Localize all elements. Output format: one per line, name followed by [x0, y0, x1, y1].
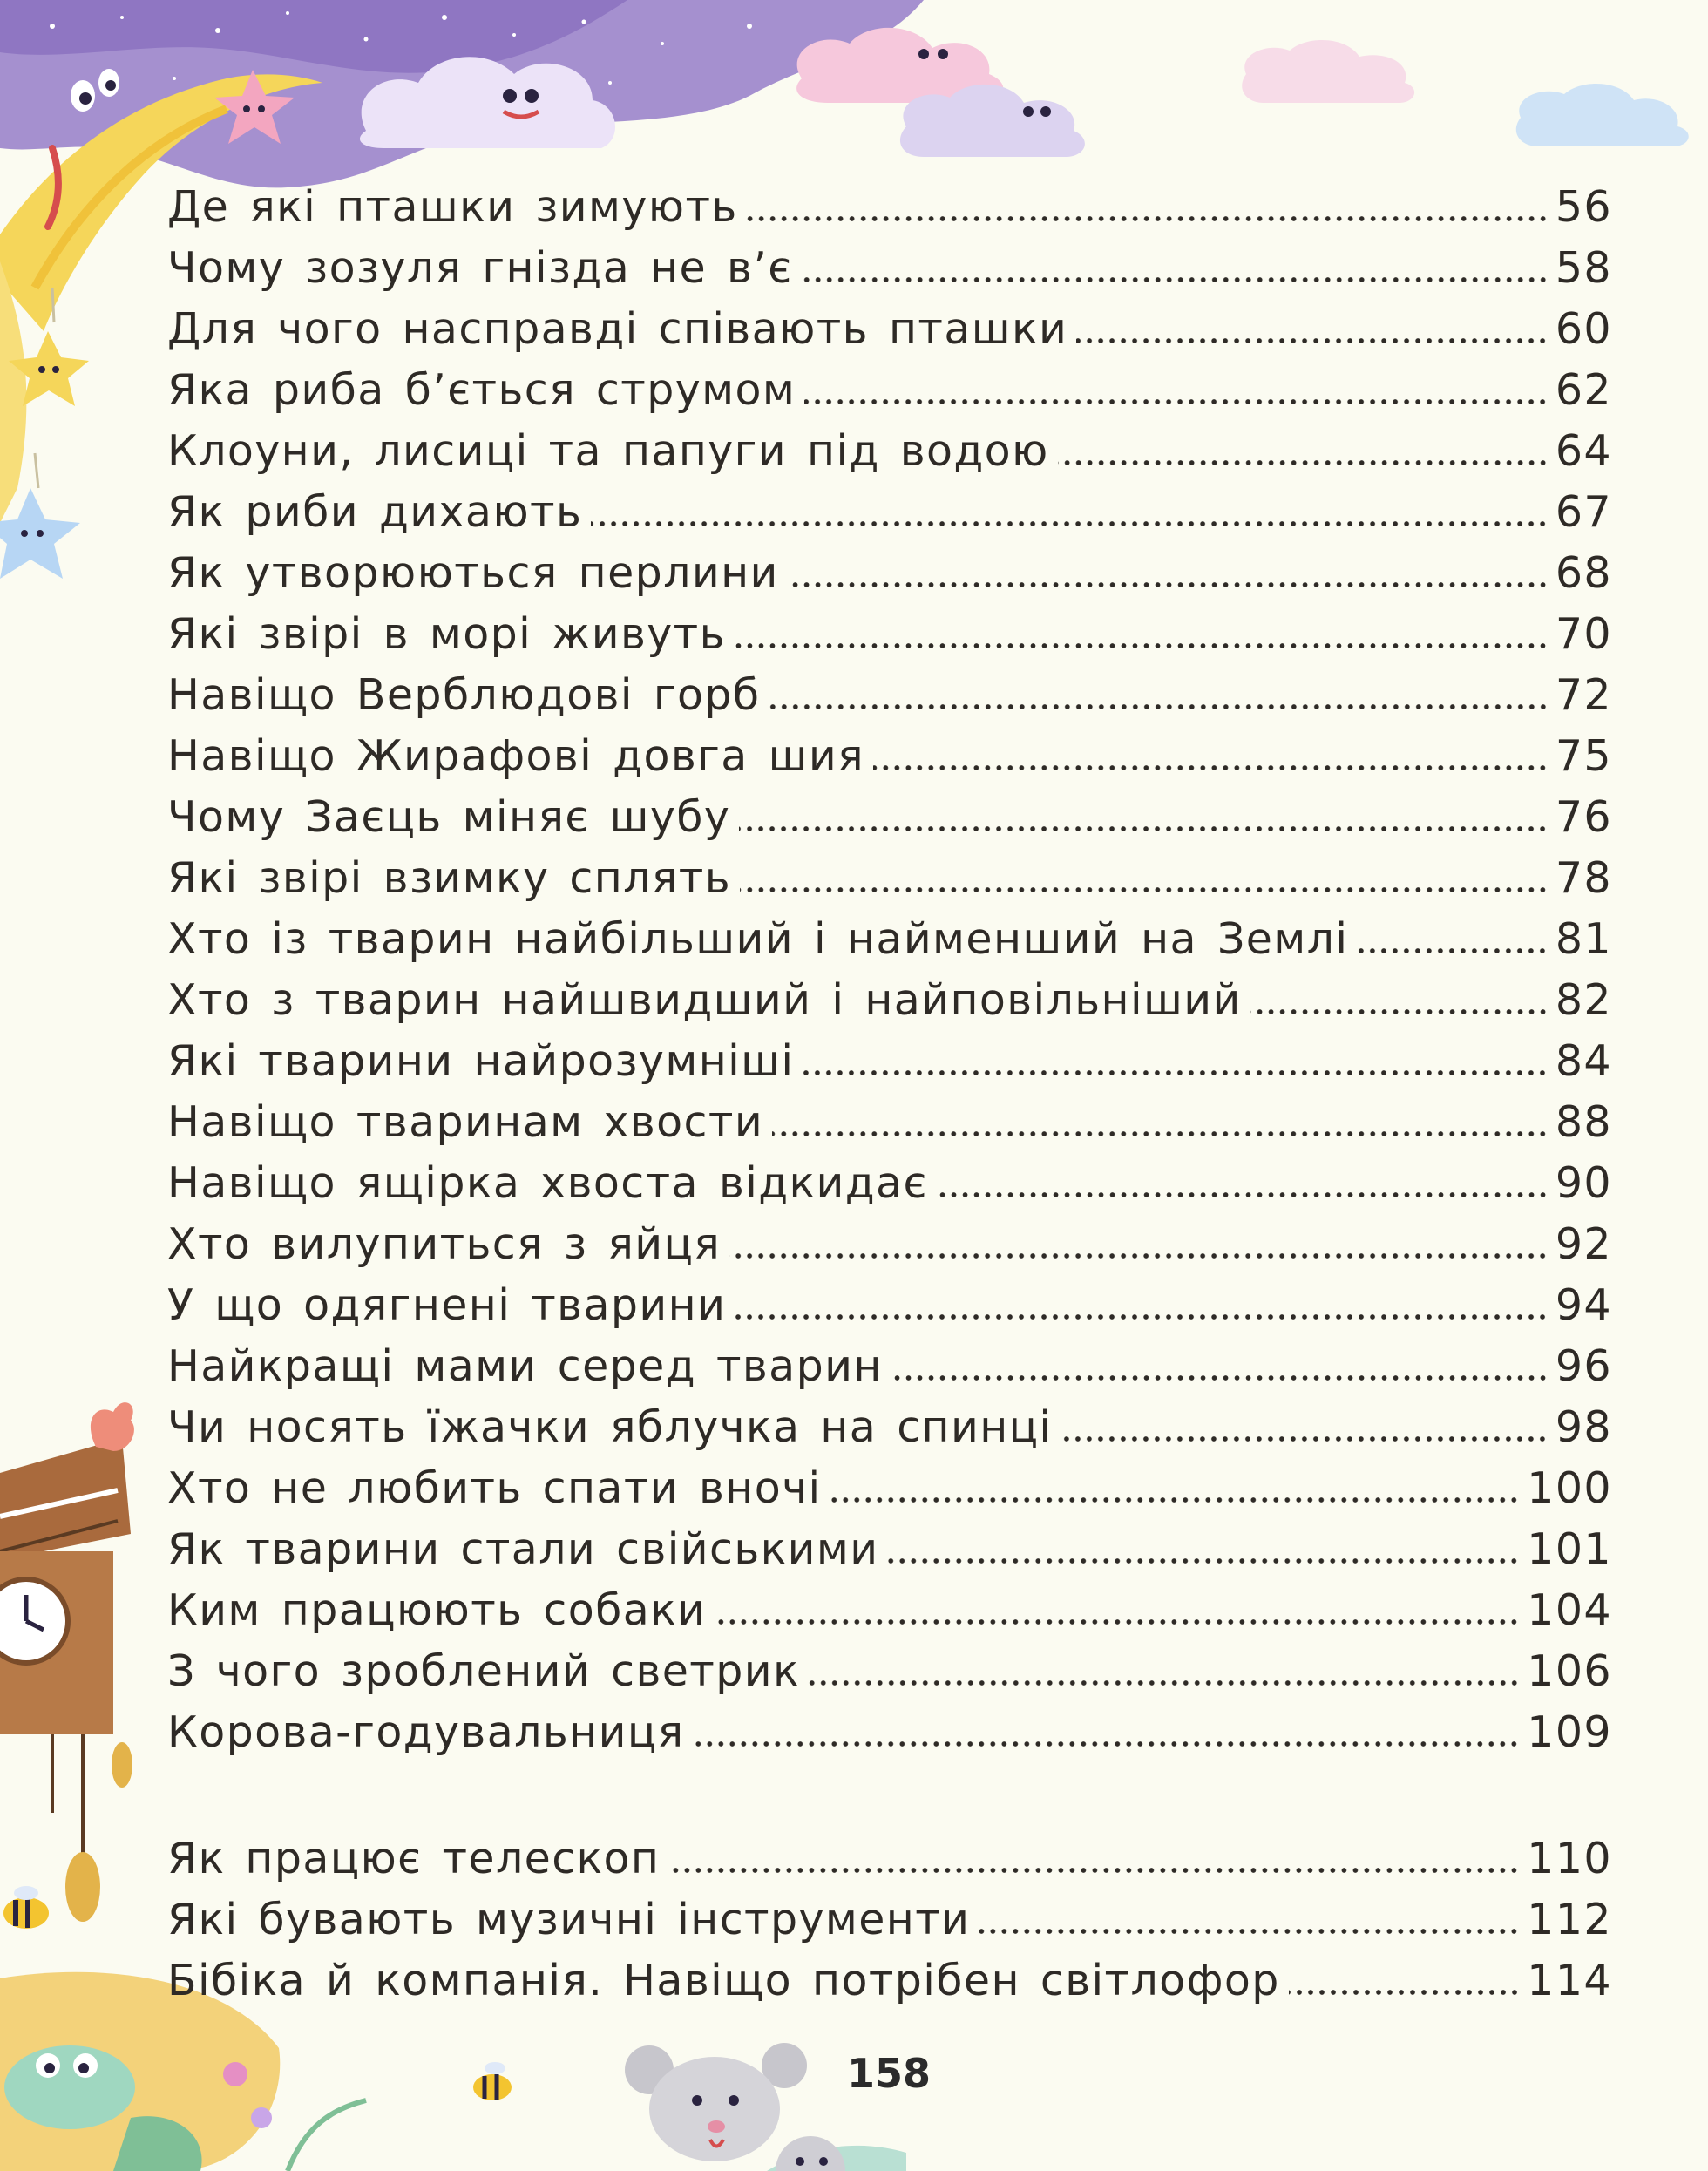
toc-entry — [167, 1696, 1612, 1757]
toc-entry-page: 100 — [1527, 1463, 1612, 1513]
toc-leader-dots — [830, 1497, 1520, 1503]
toc-leader-dots — [804, 399, 1549, 404]
toc-leader-dots — [715, 1619, 1520, 1625]
toc-entry — [167, 1635, 1612, 1696]
toc-leader-dots — [873, 765, 1549, 770]
toc-entry-page: 62 — [1555, 365, 1612, 415]
toc-leader-dots — [735, 1314, 1549, 1320]
toc-entry-page: 98 — [1555, 1402, 1612, 1452]
toc-entry-title: Хто із тварин найбільший і найменший на Землі — [167, 914, 1349, 964]
toc-entry — [167, 415, 1612, 476]
toc-entry-page: 101 — [1527, 1524, 1612, 1574]
toc-entry-title: Хто вилупиться з яйця — [167, 1219, 722, 1269]
toc-entry-title: Навіщо тваринам хвости — [167, 1097, 764, 1147]
toc-leader-dots — [937, 1192, 1549, 1197]
toc-entry — [167, 720, 1612, 781]
toc-entry-page: 90 — [1555, 1158, 1612, 1208]
toc-entry-page: 78 — [1555, 853, 1612, 903]
toc-leader-dots — [809, 1680, 1520, 1686]
toc-leader-dots — [668, 1868, 1520, 1873]
toc-entry — [167, 1883, 1612, 1944]
toc-entry-page: 56 — [1555, 182, 1612, 232]
toc-leader-dots — [693, 1741, 1520, 1747]
toc-entry-title: Навіщо ящірка хвоста відкидає — [167, 1158, 928, 1208]
toc-entry-title: Чи носять їжачки яблучка на спинці — [167, 1402, 1053, 1452]
toc-entry-page: 76 — [1555, 792, 1612, 842]
toc-leader-dots — [772, 1131, 1549, 1136]
toc-leader-dots — [1357, 948, 1548, 953]
toc-entry — [167, 1330, 1612, 1391]
toc-entry — [167, 1086, 1612, 1147]
toc-entry-title: Корова-годувальниця — [167, 1707, 685, 1757]
toc-leader-dots — [891, 1375, 1549, 1381]
page-number: 158 — [846, 2050, 932, 2097]
toc-entry-title: Яка риба б’ється струмом — [167, 365, 796, 415]
toc-entry — [167, 598, 1612, 659]
toc-leader-dots — [803, 1070, 1548, 1075]
toc-entry — [167, 1025, 1612, 1086]
toc-entry-title: Навіщо Жирафові довга шия — [167, 731, 865, 781]
toc-entry — [167, 1269, 1612, 1330]
toc-entry-title: Найкращі мами серед тварин — [167, 1341, 883, 1391]
toc-entry-page: 64 — [1555, 426, 1612, 476]
toc-entry — [167, 659, 1612, 720]
toc-entry-page: 104 — [1527, 1585, 1612, 1635]
toc-entry-page: 106 — [1527, 1646, 1612, 1696]
toc-entry — [167, 537, 1612, 598]
toc-entry-title: Де які пташки зимують — [167, 182, 738, 232]
toc-leader-dots — [887, 1558, 1520, 1564]
toc-entry — [167, 1944, 1612, 2005]
toc-entry-page: 67 — [1555, 487, 1612, 537]
toc-entry-page: 114 — [1527, 1956, 1612, 2005]
toc-entry — [167, 171, 1612, 232]
toc-entry-title: Хто не любить спати вночі — [167, 1463, 822, 1513]
toc-entry-title: Навіщо Верблюдові горб — [167, 670, 761, 720]
toc-entry-title: Які бувають музичні інструменти — [167, 1895, 971, 1944]
toc-entry-title: Які звірі взимку сплять — [167, 853, 731, 903]
toc-leader-dots — [1250, 1009, 1549, 1014]
toc-entry-page: 88 — [1555, 1097, 1612, 1147]
toc-entry-page: 109 — [1527, 1707, 1612, 1757]
toc-entry — [167, 1147, 1612, 1208]
toc-leader-dots — [591, 521, 1549, 526]
toc-entry-title: Як працює телескоп — [167, 1834, 661, 1883]
toc-entry-page: 72 — [1555, 670, 1612, 720]
toc-entry-page: 92 — [1555, 1219, 1612, 1269]
toc-entry — [167, 1452, 1612, 1513]
toc-entry-title: Як утворюються перлини — [167, 548, 779, 598]
toc-entry — [167, 1513, 1612, 1574]
toc-entry-page: 58 — [1555, 243, 1612, 293]
toc-entry — [167, 1391, 1612, 1452]
toc-entry — [167, 1574, 1612, 1635]
toc-entry — [167, 1822, 1612, 1883]
toc-entry-page: 60 — [1555, 304, 1612, 354]
toc-entry-page: 110 — [1527, 1834, 1612, 1883]
toc-leader-dots — [979, 1929, 1520, 1934]
toc-entry — [167, 1208, 1612, 1269]
toc-entry — [167, 293, 1612, 354]
toc-entry-title: Які звірі в морі живуть — [167, 609, 726, 659]
toc-entry-title: У що одягнені тварини — [167, 1280, 727, 1330]
toc-entry — [167, 964, 1612, 1025]
toc-entry-page: 112 — [1527, 1895, 1612, 1944]
toc-entry-page: 84 — [1555, 1036, 1612, 1086]
toc-leader-dots — [769, 704, 1549, 709]
toc-entry-page: 68 — [1555, 548, 1612, 598]
toc-entry — [167, 232, 1612, 293]
toc-entry-page: 82 — [1555, 975, 1612, 1025]
toc-leader-dots — [802, 277, 1549, 282]
toc-entry-page: 96 — [1555, 1341, 1612, 1391]
toc-entry — [167, 781, 1612, 842]
toc-entry-page: 70 — [1555, 609, 1612, 659]
toc-entry-title: Бібіка й компанія. Навіщо потрібен світлофор — [167, 1956, 1280, 2005]
toc-leader-dots — [740, 887, 1549, 892]
toc-entry-page: 81 — [1555, 914, 1612, 964]
toc-entry-title: Хто з тварин найшвидший і найповільніший — [167, 975, 1242, 1025]
toc-leader-dots — [739, 826, 1549, 831]
toc-entry-title: Клоуни, лисиці та папуги під водою — [167, 426, 1049, 476]
toc-leader-dots — [747, 216, 1549, 221]
toc-leader-dots — [1289, 1990, 1521, 1995]
toc-leader-dots — [1061, 1436, 1548, 1442]
toc-entry-page: 75 — [1555, 731, 1612, 781]
toc-leader-dots — [788, 582, 1549, 587]
toc-entry-title: Які тварини найрозумніші — [167, 1036, 795, 1086]
toc-entry-page: 94 — [1555, 1280, 1612, 1330]
toc-entry-title: Як риби дихають — [167, 487, 583, 537]
toc-entry-title: З чого зроблений светрик — [167, 1646, 800, 1696]
toc-entry-title: Чому Заєць міняє шубу — [167, 792, 731, 842]
toc-entry-title: Чому зозуля гнізда не в’є — [167, 243, 793, 293]
toc-entry — [167, 476, 1612, 537]
toc-leader-dots — [1058, 460, 1549, 465]
toc-entry-title: Для чого насправді співають пташки — [167, 304, 1068, 354]
toc-leader-dots — [735, 643, 1549, 648]
toc-entry — [167, 354, 1612, 415]
toc-entry-title: Як тварини стали свійськими — [167, 1524, 879, 1574]
toc-entry — [167, 842, 1612, 903]
toc-entry-title: Ким працюють собаки — [167, 1585, 707, 1635]
toc-entry — [167, 903, 1612, 964]
toc-leader-dots — [729, 1253, 1549, 1259]
toc-leader-dots — [1076, 338, 1549, 343]
